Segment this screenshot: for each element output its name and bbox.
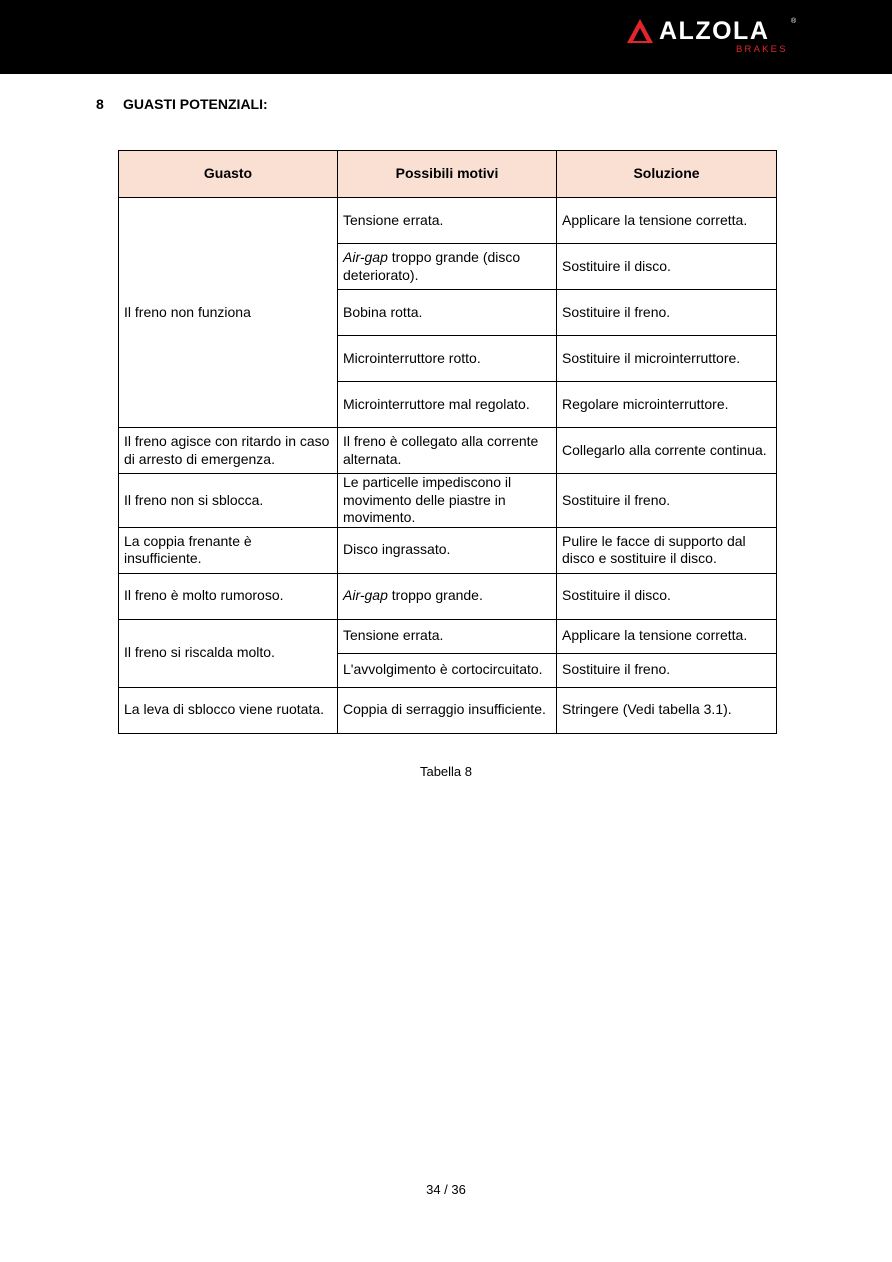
motivo-cell: Bobina rotta.	[338, 290, 557, 336]
soluzione-cell: Sostituire il freno.	[557, 290, 777, 336]
guasto-cell: Il freno non si sblocca.	[119, 474, 338, 528]
soluzione-cell: Collegarlo alla corrente continua.	[557, 428, 777, 474]
table-caption: Tabella 8	[419, 764, 473, 779]
soluzione-cell: Applicare la tensione corretta.	[557, 198, 777, 244]
soluzione-cell: Sostituire il disco.	[557, 573, 777, 619]
soluzione-cell: Regolare microinterruttore.	[557, 382, 777, 428]
guasto-cell: La coppia frenante è insufficiente.	[119, 527, 338, 573]
table-header-row	[119, 151, 777, 198]
soluzione-cell: Sostituire il microinterruttore.	[557, 336, 777, 382]
logo-triangle-icon	[626, 18, 654, 44]
table-row	[119, 527, 777, 573]
table-row	[119, 573, 777, 619]
motivo-cell: Microinterruttore mal regolato.	[338, 382, 557, 428]
page-number: 34 / 36	[426, 1182, 466, 1197]
guasto-cell: Il freno è molto rumoroso.	[119, 573, 338, 619]
table-row	[119, 474, 777, 528]
logo-subtext: BRAKES	[736, 44, 788, 55]
motivo-text: troppo grande.	[387, 587, 483, 604]
motivo-cell: Disco ingrassato.	[338, 527, 557, 573]
soluzione-cell: Pulire le facce di supporto dal disco e sostituire il disco.	[557, 527, 777, 573]
motivo-cell: Le particelle impediscono il movimento delle piastre in movimento.	[338, 474, 557, 528]
motivo-cell: Il freno è collegato alla corrente alternata.	[338, 428, 557, 474]
motivo-cell	[338, 573, 557, 619]
faults-table	[118, 150, 777, 734]
soluzione-cell: Applicare la tensione corretta.	[557, 619, 777, 653]
motivo-italic: Air-gap	[343, 249, 388, 265]
section-number: 8	[96, 96, 104, 112]
table-row	[119, 687, 777, 733]
motivo-italic: Air-gap	[343, 587, 388, 604]
alzola-logo	[626, 16, 801, 60]
guasto-cell: Il freno si riscalda molto.	[119, 619, 338, 687]
motivo-cell	[338, 244, 557, 290]
motivo-cell: Tensione errata.	[338, 198, 557, 244]
guasto-cell: Il freno non funziona	[119, 198, 338, 428]
table-row	[119, 428, 777, 474]
logo-text: ALZOLA	[659, 17, 770, 45]
guasto-cell: Il freno agisce con ritardo in caso di arresto di emergenza.	[119, 428, 338, 474]
motivo-cell: L'avvolgimento è cortocircuitato.	[338, 653, 557, 687]
column-header-soluzione: Soluzione	[557, 151, 777, 198]
guasto-cell: La leva di sblocco viene ruotata.	[119, 687, 338, 733]
soluzione-cell: Sostituire il freno.	[557, 653, 777, 687]
table-row	[119, 619, 777, 653]
soluzione-cell: Stringere (Vedi tabella 3.1).	[557, 687, 777, 733]
header-band	[0, 0, 892, 74]
soluzione-cell: Sostituire il disco.	[557, 244, 777, 290]
motivo-cell: Tensione errata.	[338, 619, 557, 653]
section-title: GUASTI POTENZIALI:	[123, 96, 268, 112]
motivo-cell: Microinterruttore rotto.	[338, 336, 557, 382]
section-heading	[96, 96, 268, 112]
column-header-guasto: Guasto	[119, 151, 338, 198]
motivo-text: troppo grande (disco deteriorato).	[343, 249, 521, 283]
motivo-cell: Coppia di serraggio insufficiente.	[338, 687, 557, 733]
table-row	[119, 198, 777, 244]
logo-registered-mark: ®	[791, 18, 797, 25]
column-header-motivi: Possibili motivi	[338, 151, 557, 198]
soluzione-cell: Sostituire il freno.	[557, 474, 777, 528]
